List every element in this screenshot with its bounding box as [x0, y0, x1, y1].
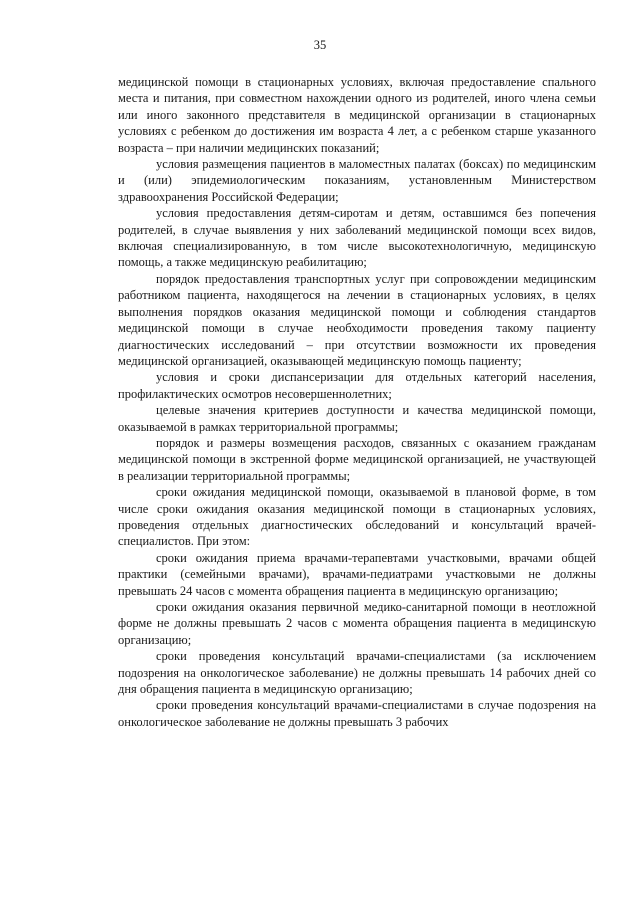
- page-number: 35: [313, 38, 327, 52]
- document-body: [118, 74, 596, 730]
- paragraph: условия и сроки диспансеризации для отдельных категорий населения, профилактических осмотров несовершеннолетних;: [118, 370, 596, 401]
- paragraph: порядок предоставления транспортных услуг при сопровождении медицинским работником пациента, находящегося на лечении в стационарных условиях, в целях выполнения порядков оказания медицинской помощи и соблюдения стандартов медицинской помощи в случае необходимости проведения такому пациенту диагностических исследований – при отсутствии возможности их проведения медицинской организацией, оказывающей медицинскую помощь пациенту;: [118, 271, 596, 368]
- paragraph: условия размещения пациентов в маломестных палатах (боксах) по медицинским и (или) эпидемиологическим показаниям, установленным Министерством здравоохранения Российской Федерации;: [118, 157, 596, 204]
- paragraph: сроки проведения консультаций врачами-специалистами (за исключением подозрения на онкологическое заболевание) не должны превышать 14 рабочих дней со дня обращения пациента в медицинскую организацию;: [118, 649, 596, 697]
- paragraph: целевые значения критериев доступности и качества медицинской помощи, оказываемой в рамках территориальной программы;: [118, 403, 596, 434]
- paragraph: сроки ожидания медицинской помощи, оказываемой в плановой форме, в том числе сроки ожидания оказания медицинской помощи в стационарных условиях, проведения отдельных диагностических обследований и консультаций врачей-специалистов. При этом:: [118, 485, 596, 549]
- paragraph: сроки проведения консультаций врачами-специалистами в случае подозрения на онкологическое заболевание не должны превышать 3 рабочих: [118, 698, 596, 729]
- paragraph: условия предоставления детям-сиротам и детям, оставшимся без попечения родителей, в случае выявления у них заболеваний медицинской помощи всех видов, включая специализированную, в том числе высокотехнологичную, медицинскую помощь, а также медицинскую реабилитацию;: [118, 206, 596, 270]
- paragraph: медицинской помощи в стационарных условиях, включая предоставление спального места и питания, при совместном нахождении одного из родителей, иного члена семьи или иного законного представителя в медицинской организации в стационарных условиях с ребенком до достижения им возраста 4 лет, а с ребенком старше указанного возраста – при наличии медицинских показаний;: [118, 75, 596, 155]
- paragraph: сроки ожидания оказания первичной медико-санитарной помощи в неотложной форме не должны превышать 2 часов с момента обращения пациента в медицинскую организацию;: [118, 600, 596, 647]
- paragraph: сроки ожидания приема врачами-терапевтами участковыми, врачами общей практики (семейными врачами), врачами-педиатрами участковыми не должны превышать 24 часов с момента обращения пациента в медицинскую организацию;: [118, 550, 596, 598]
- paragraph: порядок и размеры возмещения расходов, связанных с оказанием гражданам медицинской помощи в экстренной форме медицинской организацией, не участвующей в реализации территориальной программы;: [118, 435, 596, 483]
